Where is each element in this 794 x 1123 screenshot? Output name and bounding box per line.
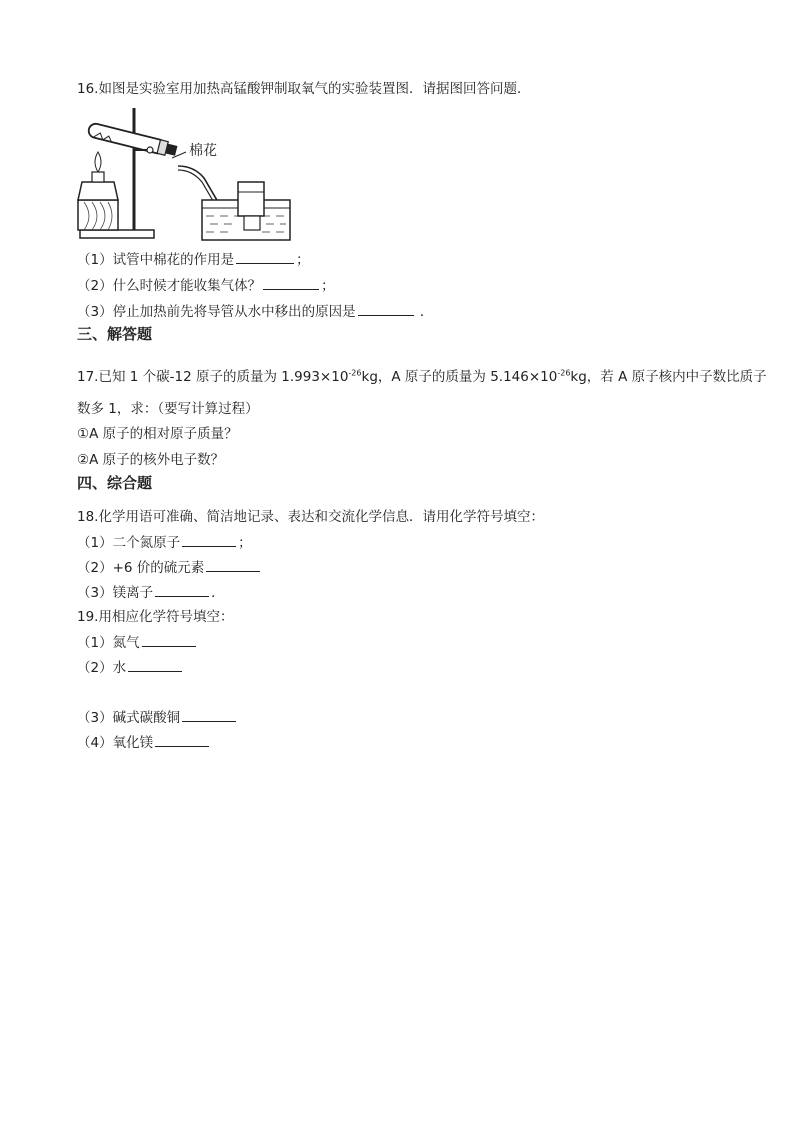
q17-line-2: 数多 1，求：（要写计算过程） <box>77 401 259 417</box>
answer-blank[interactable] <box>142 633 196 647</box>
answer-blank[interactable] <box>206 558 260 572</box>
q16-stem: 16.如图是实验室用加热高锰酸钾制取氧气的实验装置图．请据图回答问题． <box>77 81 531 97</box>
q17-line-1: 17.已知 1 个碳-12 原子的质量为 $1.993\times 10^{-26}kg$，A 原子的质量为 $5.146\times 10^{-26}kg$，若 A 原子核内中子数比质子 <box>77 368 767 385</box>
section-heading: 四、综合题 <box>77 474 153 492</box>
q19-item-1: （1）氮气 <box>77 633 198 652</box>
q16-item-2: （2）什么时候才能收集气体？ ； <box>77 278 335 294</box>
cotton-label: 棉花 <box>189 143 217 159</box>
answer-blank[interactable] <box>358 302 414 316</box>
q17-sub-1: ①A 原子的相对原子质量？ <box>77 426 238 442</box>
q18-item-2: （2）+6 价的硫元素 <box>77 558 262 577</box>
q19-item-2: （2）水 <box>77 658 184 677</box>
answer-blank[interactable] <box>182 533 236 547</box>
q18-stem: 18.化学用语可准确、简洁地记录、表达和交流化学信息．请用化学符号填空： <box>77 509 544 525</box>
answer-blank[interactable] <box>128 658 182 672</box>
answer-blank[interactable] <box>182 708 236 722</box>
q18-item-1: （1）二个氮原子 ； <box>77 535 252 551</box>
q16-item-3: （3）停止加热前先将导管从水中移出的原因是 ． <box>77 304 434 320</box>
q17-sub-2: ②A 原子的核外电子数？ <box>77 452 225 468</box>
answer-blank[interactable] <box>263 276 319 290</box>
answer-blank[interactable] <box>155 583 209 597</box>
q19-item-3: （3）碱式碳酸铜 <box>77 708 238 727</box>
q16-item-1: （1）试管中棉花的作用是 ； <box>77 252 310 268</box>
q19-stem: 19.用相应化学符号填空： <box>77 609 234 625</box>
q18-item-3: （3）镁离子 ． <box>77 585 225 601</box>
q19-item-4: （4）氧化镁 <box>77 733 211 752</box>
section-heading: 三、解答题 <box>77 325 153 343</box>
water-trough-figure <box>200 180 292 242</box>
answer-blank[interactable] <box>236 250 294 264</box>
answer-blank[interactable] <box>155 733 209 747</box>
